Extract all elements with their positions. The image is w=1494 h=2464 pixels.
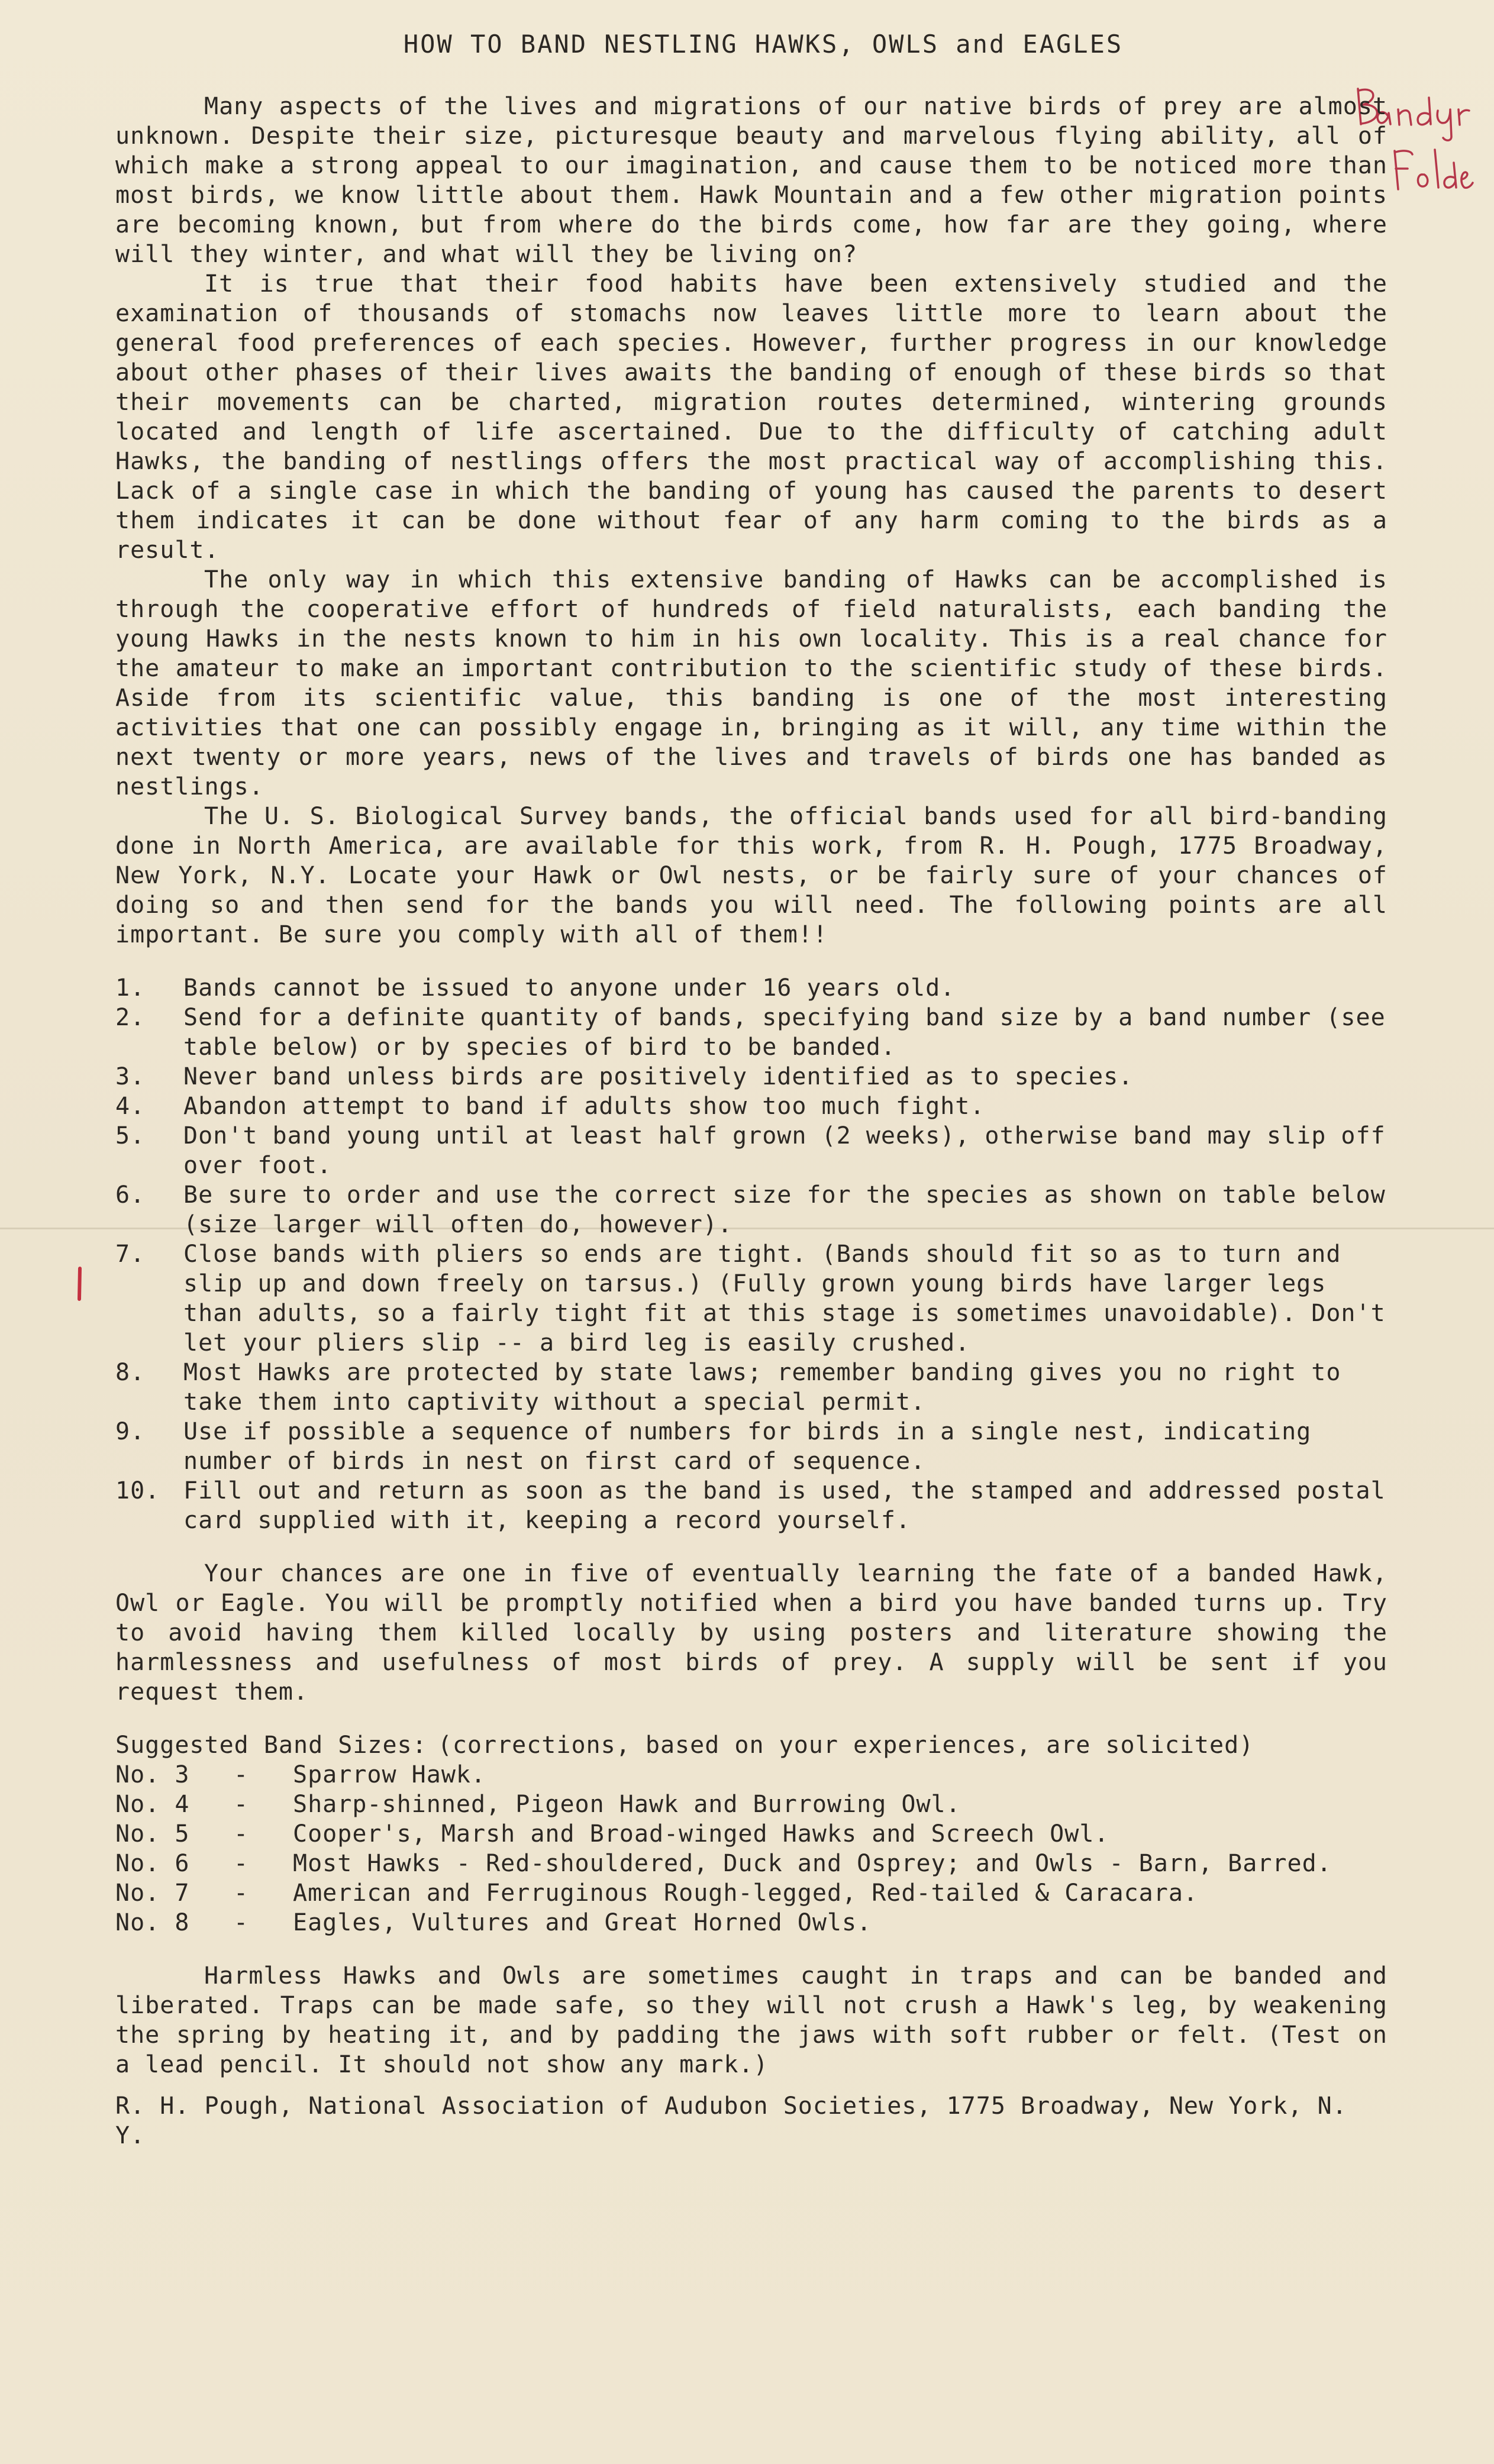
bands-source-paragraph: The U. S. Biological Survey bands, the official bands used for all bird-banding done in North America, are available for this work, from R. H. Pough, 1775 Broadway, New York, N.Y. Locate your Hawk or Owl nests, or be fairly sure of your chances of doing so and then send for the bands you will need. The following points are all important. Be sure you comply with all of them!! (115, 803, 1387, 948)
rule-item: 5. Don't band young until at least half grown (2 weeks), otherwise band may slip off over foot. (115, 1122, 1386, 1179)
document-title: HOW TO BAND NESTLING HAWKS, OWLS and EAGLES (403, 30, 1124, 59)
rule-item: 10. Fill out and return as soon as the band is used, the stamped and addressed postal card supplied with it, keeping a record yourself. (115, 1477, 1386, 1534)
band-size-row: No. 8 - Eagles, Vultures and Great Horned Owls. (115, 1909, 872, 1936)
rule-item: 1. Bands cannot be issued to anyone under 16 years old. (115, 974, 956, 1002)
rule-item: 6. Be sure to order and use the correct size for the species as shown on table below (size larger will often do, however). (115, 1181, 1386, 1238)
rule-item: 3. Never band unless birds are positively identified as to species. (115, 1063, 1134, 1090)
rule-item: 4. Abandon attempt to band if adults show too much fight. (115, 1093, 985, 1120)
rules-list (115, 973, 1387, 1535)
band-size-row: No. 7 - American and Ferruginous Rough-legged, Red-tailed & Caracara. (115, 1880, 1199, 1907)
band-sizes-list (115, 1760, 1387, 1937)
rule-item: 2. Send for a definite quantity of bands, specifying band size by a band number (see table below) or by species of bird to be banded. (115, 1004, 1386, 1061)
rule-item: 8. Most Hawks are protected by state laws; remember banding gives you no right to take them into captivity without a special permit. (115, 1359, 1341, 1416)
intro-paragraph: Many aspects of the lives and migrations of our native birds of prey are almost unknown. Despite their size, picturesque beauty and marvelous flying ability, all of which make a strong appeal to our imagination, and cause them to be noticed more than most birds, we know little about them. Hawk Mountain and a few other migration points are becoming known, but from where do the birds come, how far are they going, where will they winter, and what will they be living on? (115, 93, 1387, 268)
rule-item: 9. Use if possible a sequence of numbers for birds in a single nest, indicating number of birds in nest on first card of sequence. (115, 1418, 1312, 1475)
band-sizes-label: Suggested Band Sizes: (115, 1732, 427, 1759)
cooperative-effort-paragraph: The only way in which this extensive banding of Hawks can be accomplished is through the cooperative effort of hundreds of field naturalists, each banding the young Hawks in the nests known to him in his own locality. This is a real chance for the amateur to make an important contribution to the scientific study of these birds. Aside from its scientific value, this banding is one of the most interesting activities that one can possibly engage in, bringing as it will, any time within the next twenty or more years, news of the lives and travels of birds one has banded as nestlings. (115, 566, 1387, 800)
band-size-row: No. 5 - Cooper's, Marsh and Broad-winged Hawks and Screech Owl. (115, 1820, 1109, 1848)
band-sizes-note: (corrections, based on your experiences, are solicited) (437, 1732, 1254, 1759)
chances-paragraph: Your chances are one in five of eventually learning the fate of a banded Hawk, Owl or Eagle. You will be promptly notified when a bird you have banded turns up. Try to avoid having them killed locally by using posters and literature showing the harmlessness and usefulness of most birds of prey. A supply will be sent if you request them. (115, 1560, 1387, 1706)
letter-body (115, 30, 1387, 2174)
food-habits-paragraph: It is true that their food habits have been extensively studied and the examination of thousands of stomachs now leaves little more to learn about the general food preferences of each species. However, further progress in our knowledge about other phases of their lives awaits the banding of enough of these birds so that their movements can be charted, migration routes determined, wintering grounds located and length of life ascertained. Due to the difficulty of catching adult Hawks, the banding of nestlings offers the most practical way of accomplishing this. Lack of a single case in which the banding of young has caused the parents to desert them indicates it can be done without fear of any harm coming to the birds as a result. (115, 270, 1387, 564)
margin-tick-mark (74, 1266, 86, 1302)
traps-paragraph: Harmless Hawks and Owls are sometimes caught in traps and can be banded and liberated. Traps can be made safe, so they will not crush a Hawk's leg, by weakening the spring by heating it, and by padding the jaws with soft rubber or felt. (Test on a lead pencil. It should not show any mark.) (115, 1962, 1387, 2078)
signature-block: R. H. Pough, National Association of Audubon Societies, 1775 Broadway, New York, N. Y. (115, 2092, 1347, 2149)
band-size-row: No. 6 - Most Hawks - Red-shouldered, Duck and Osprey; and Owls - Barn, Barred. (115, 1850, 1332, 1877)
rule-item: 7. Close bands with pliers so ends are tight. (Bands should fit so as to turn and slip up and down freely on tarsus.) (Fully grown young birds have larger legs than adults, so a fairly tight fit at this stage is sometimes unavoidable). Don't let your pliers slip -- a bird leg is easily crushed. (115, 1241, 1386, 1357)
band-size-row: No. 3 - Sparrow Hawk. (115, 1761, 486, 1788)
band-sizes-heading (115, 1730, 1387, 1760)
band-size-row: No. 4 - Sharp-shinned, Pigeon Hawk and Burrowing Owl. (115, 1791, 961, 1818)
